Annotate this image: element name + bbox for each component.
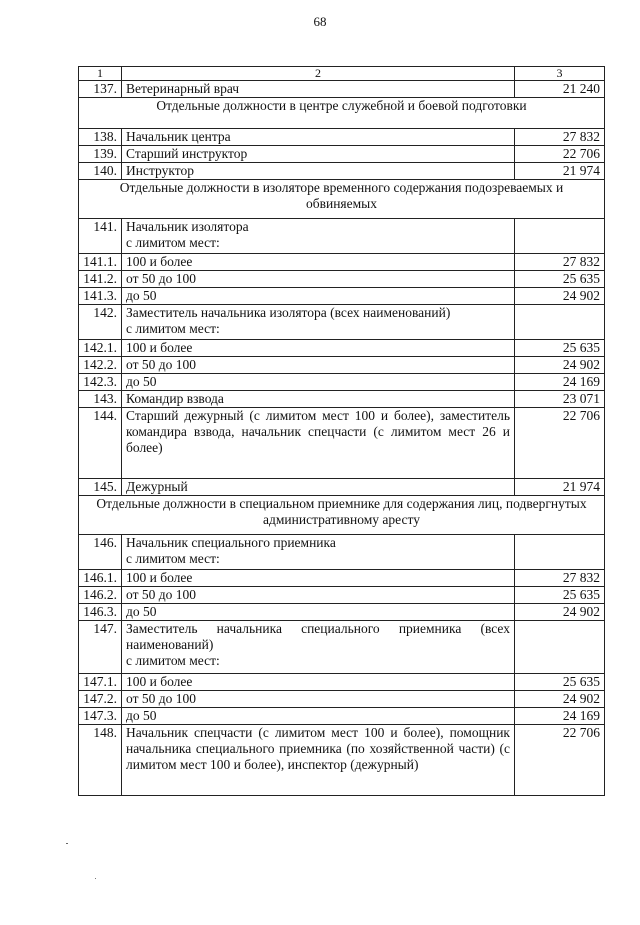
- position-title: [122, 163, 515, 180]
- position-title-line: Заместитель начальника изолятора (всех наименований): [126, 305, 451, 320]
- position-title: [122, 357, 515, 374]
- table-row: [79, 254, 605, 271]
- position-title: [122, 691, 515, 708]
- section-heading-row: [79, 496, 605, 535]
- salary-value: 22 706: [515, 146, 605, 163]
- salary-value: 23 071: [515, 391, 605, 408]
- position-title: [122, 570, 515, 587]
- row-number: 144.: [79, 408, 122, 479]
- position-title: [122, 535, 515, 570]
- table-row: [79, 271, 605, 288]
- position-title: [122, 288, 515, 305]
- position-title-line: Старший инструктор: [126, 146, 248, 161]
- position-title-line: до 50: [126, 708, 157, 723]
- table-header-row: [79, 67, 605, 81]
- position-title: [122, 604, 515, 621]
- position-title: [122, 129, 515, 146]
- table-row: [79, 621, 605, 674]
- salary-value: 25 635: [515, 587, 605, 604]
- salary-value: 22 706: [515, 408, 605, 479]
- row-number: 137.: [79, 81, 122, 98]
- salary-value: 24 169: [515, 708, 605, 725]
- row-number: 142.3.: [79, 374, 122, 391]
- scan-artifact: [66, 843, 68, 844]
- row-number: 145.: [79, 479, 122, 496]
- row-number: 143.: [79, 391, 122, 408]
- position-title-line: Начальник спецчасти (с лимитом мест 100 и более), помощник начальника специального приемника (по хозяйственной части) (с лимитом мест 100 и более), инспектор (дежурный): [126, 725, 510, 772]
- table-row: [79, 219, 605, 254]
- salary-value: 24 169: [515, 374, 605, 391]
- row-number: 147.2.: [79, 691, 122, 708]
- row-number: 139.: [79, 146, 122, 163]
- position-title-line: Ветеринарный врач: [126, 81, 240, 96]
- salary-value: 27 832: [515, 129, 605, 146]
- row-number: 141.1.: [79, 254, 122, 271]
- position-title-line: Дежурный: [126, 479, 188, 494]
- position-title: [122, 391, 515, 408]
- table-row: [79, 288, 605, 305]
- row-number: 146.3.: [79, 604, 122, 621]
- scan-artifact: [95, 878, 96, 879]
- position-title-line: Начальник специального приемника: [126, 535, 336, 550]
- position-title-line: Заместитель начальника специального приемника (всех наименований): [126, 621, 510, 652]
- position-title-line: до 50: [126, 604, 157, 619]
- section-heading: Отдельные должности в специальном приемнике для содержания лиц, подвергнутых административному аресту: [79, 496, 605, 535]
- header-col-3: 3: [515, 67, 605, 81]
- page-number: 68: [313, 14, 327, 29]
- position-title-line: с лимитом мест:: [126, 235, 220, 250]
- row-number: 147.1.: [79, 674, 122, 691]
- position-title: [122, 81, 515, 98]
- salary-value: 24 902: [515, 691, 605, 708]
- table-row: [79, 570, 605, 587]
- table-row: [79, 535, 605, 570]
- position-title: [122, 374, 515, 391]
- salary-value: 25 635: [515, 674, 605, 691]
- salary-value: [515, 621, 605, 674]
- salary-value: [515, 219, 605, 254]
- salary-value: [515, 305, 605, 340]
- position-title-line: с лимитом мест:: [126, 551, 220, 566]
- row-number: 142.1.: [79, 340, 122, 357]
- salary-value: 22 706: [515, 725, 605, 796]
- position-title-line: от 50 до 100: [126, 691, 196, 706]
- row-number: 147.3.: [79, 708, 122, 725]
- row-number: 146.1.: [79, 570, 122, 587]
- position-title: [122, 340, 515, 357]
- table-row: [79, 725, 605, 796]
- section-heading: Отдельные должности в центре служебной и боевой подготовки: [79, 98, 605, 129]
- table-row: [79, 146, 605, 163]
- position-title: [122, 219, 515, 254]
- table-row: [79, 587, 605, 604]
- position-title-line: Старший дежурный (с лимитом мест 100 и более), заместитель командира взвода, начальник спецчасти (с лимитом мест 26 и более): [126, 408, 510, 455]
- position-title: [122, 254, 515, 271]
- table-row: [79, 81, 605, 98]
- row-number: 142.: [79, 305, 122, 340]
- position-title-line: 100 и более: [126, 254, 193, 269]
- salary-value: [515, 535, 605, 570]
- row-number: 146.: [79, 535, 122, 570]
- table-row: [79, 374, 605, 391]
- position-title: [122, 305, 515, 340]
- salary-value: 24 902: [515, 288, 605, 305]
- position-title-line: 100 и более: [126, 340, 193, 355]
- table-row: [79, 691, 605, 708]
- position-title-line: до 50: [126, 374, 157, 389]
- row-number: 138.: [79, 129, 122, 146]
- position-title: [122, 621, 515, 674]
- salary-table: [78, 66, 605, 796]
- table-row: [79, 163, 605, 180]
- header-col-2: 2: [122, 67, 515, 81]
- position-title: [122, 408, 515, 479]
- row-number: 148.: [79, 725, 122, 796]
- position-title-line: с лимитом мест:: [126, 653, 220, 668]
- position-title-line: Инструктор: [126, 163, 194, 178]
- row-number: 140.: [79, 163, 122, 180]
- position-title-line: Начальник изолятора: [126, 219, 249, 234]
- position-title-line: 100 и более: [126, 570, 193, 585]
- position-title-line: от 50 до 100: [126, 357, 196, 372]
- table-row: [79, 708, 605, 725]
- table-row: [79, 408, 605, 479]
- table-row: [79, 604, 605, 621]
- row-number: 147.: [79, 621, 122, 674]
- position-title: [122, 708, 515, 725]
- salary-value: 27 832: [515, 570, 605, 587]
- section-heading-row: [79, 180, 605, 219]
- table-row: [79, 305, 605, 340]
- table-body: [79, 81, 605, 796]
- salary-value: 24 902: [515, 357, 605, 374]
- table-row: [79, 357, 605, 374]
- position-title: [122, 725, 515, 796]
- table-row: [79, 674, 605, 691]
- row-number: 141.3.: [79, 288, 122, 305]
- table-row: [79, 340, 605, 357]
- position-title: [122, 587, 515, 604]
- position-title-line: от 50 до 100: [126, 587, 196, 602]
- table-row: [79, 479, 605, 496]
- position-title: [122, 271, 515, 288]
- salary-value: 25 635: [515, 340, 605, 357]
- row-number: 141.: [79, 219, 122, 254]
- position-title-line: 100 и более: [126, 674, 193, 689]
- position-title: [122, 146, 515, 163]
- header-col-1: 1: [79, 67, 122, 81]
- table-row: [79, 391, 605, 408]
- position-title: [122, 479, 515, 496]
- position-title-line: Командир взвода: [126, 391, 224, 406]
- position-title-line: с лимитом мест:: [126, 321, 220, 336]
- salary-value: 25 635: [515, 271, 605, 288]
- section-heading-row: [79, 98, 605, 129]
- section-heading: Отдельные должности в изоляторе временного содержания подозреваемых и обвиняемых: [79, 180, 605, 219]
- salary-value: 24 902: [515, 604, 605, 621]
- position-title-line: Начальник центра: [126, 129, 231, 144]
- position-title-line: до 50: [126, 288, 157, 303]
- position-title: [122, 674, 515, 691]
- row-number: 142.2.: [79, 357, 122, 374]
- table-row: [79, 129, 605, 146]
- row-number: 141.2.: [79, 271, 122, 288]
- salary-value: 27 832: [515, 254, 605, 271]
- salary-value: 21 974: [515, 479, 605, 496]
- position-title-line: от 50 до 100: [126, 271, 196, 286]
- row-number: 146.2.: [79, 587, 122, 604]
- salary-value: 21 240: [515, 81, 605, 98]
- salary-value: 21 974: [515, 163, 605, 180]
